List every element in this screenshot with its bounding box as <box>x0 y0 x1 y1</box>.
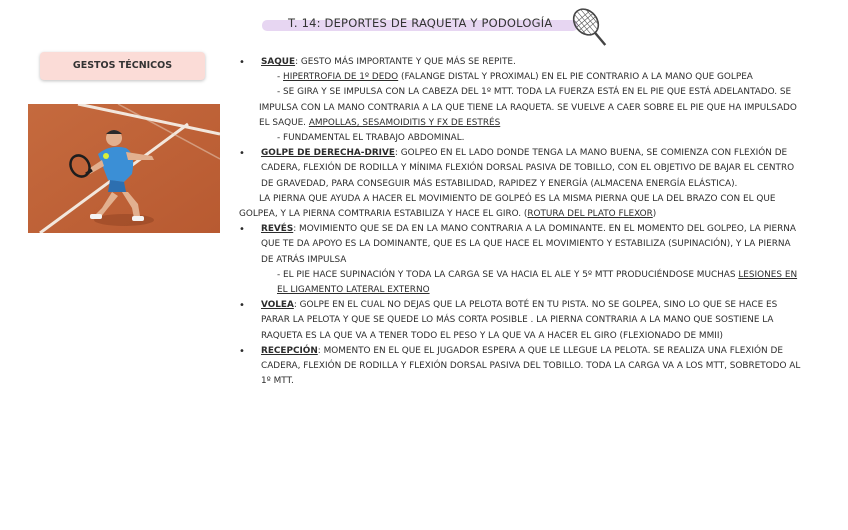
list-item: • VOLEA: GOLPE EN EL CUAL NO DEJAS QUE LA PELOTA BOTÉ EN TU PISTA. NO SE GOLPEA, SINO LO QUE SE HACE ES PARAR LA PELOTA Y QUE SE QUEDE LO MÁS CORTA POSIBLE . LA PIERNA CONTRARIA A LA MANO QUE SOSTIENE LA RAQUETA ES LA QUE VA A TENER TODO EL PESO Y LA QUE VA A HACER EL GIRO (FLEXIONADO DE MMII) <box>239 298 805 344</box>
sub-item: - SE GIRA Y SE IMPULSA CON LA CABEZA DEL 1º MTT. TODA LA FUERZA ESTÁ EN EL PIE QUE ESTÁ ADELANTADO. SE IMPULSA CON LA MANO CONTRARIA A LA QUE TIENE LA RAQUETA. SE VUELVE A CAER SOBRE EL PIE QUE HA IMPULSADO EL SAQUE. AMPOLLAS, SESAMOIDITIS Y FX DE ESTRÉS <box>259 87 797 128</box>
section-label: GESTOS TÉCNICOS <box>40 52 205 80</box>
list-item: • SAQUE: GESTO MÁS IMPORTANTE Y QUE MÁS SE REPITE. <box>239 55 805 70</box>
paragraph: LA PIERNA QUE AYUDA A HACER EL MOVIMIENTO DE GOLPEÓ ES LA MISMA PIERNA QUE LA DEL BRAZO CON EL QUE GOLPEA, Y LA PIERNA COMTRARIA ESTABILIZA Y HACE EL GIRO. (ROTURA DEL PLATO FLEXOR) <box>239 193 776 220</box>
tennis-player-image <box>28 104 220 233</box>
tennis-racket-icon <box>568 4 620 60</box>
title-area <box>262 15 582 33</box>
notes-content <box>239 55 805 389</box>
list-item: • REVÉS: MOVIMIENTO QUE SE DA EN LA MANO CONTRARIA A LA DOMINANTE. EN EL MOMENTO DEL GOLPEO, LA PIERNA QUE TE DA APOYO ES LA DOMINANTE, QUE ES LA QUE HACE EL MOVIMIENTO Y ESTABILIZA (SUPINACIÓN), Y LA PIERNA DE ATRÁS IMPULSA <box>239 222 805 268</box>
sub-item: - EL PIE HACE SUPINACIÓN Y TODA LA CARGA SE VA HACIA EL ALE Y 5º MTT PRODUCIÉNDOSE MUCHAS LESIONES EN EL LIGAMENTO LATERAL EXTERNO <box>277 269 798 296</box>
sub-item: - HIPERTROFIA DE 1º DEDO (FALANGE DISTAL Y PROXIMAL) EN EL PIE CONTRARIO A LA MANO QUE GOLPEA <box>277 72 753 83</box>
list-item: • GOLPE DE DERECHA-DRIVE: GOLPEO EN EL LADO DONDE TENGA LA MANO BUENA, SE COMIENZA CON FLEXIÓN DE CADERA, FLEXIÓN DE RODILLA Y MÍNIMA FLEXIÓN DORSAL PASIVA DE TOBILLO, CON EL OBJETIVO DE BAJAR EL CENTRO DE GRAVEDAD, PARA CONSEGUIR MÁS ESTABILIDAD, RAPIDEZ Y ENERGÍA (ALMACENA ENERGÍA ELÁSTICA). <box>239 146 805 192</box>
list-item: • RECEPCIÓN: MOMENTO EN EL QUE EL JUGADOR ESPERA A QUE LE LLEGUE LA PELOTA. SE REALIZA UNA FLEXIÓN DE CADERA, FLEXIÓN DE RODILLA Y FLEXIÓN DORSAL PASIVA DEL TOBILLO. TODA LA CARGA VA A LOS MTT, SOBRETODO AL 1º MTT. <box>239 344 805 390</box>
page-title: T. 14: DEPORTES DE RAQUETA Y PODOLOGÍA <box>288 16 553 30</box>
sub-item: - FUNDAMENTAL EL TRABAJO ABDOMINAL. <box>277 133 465 144</box>
